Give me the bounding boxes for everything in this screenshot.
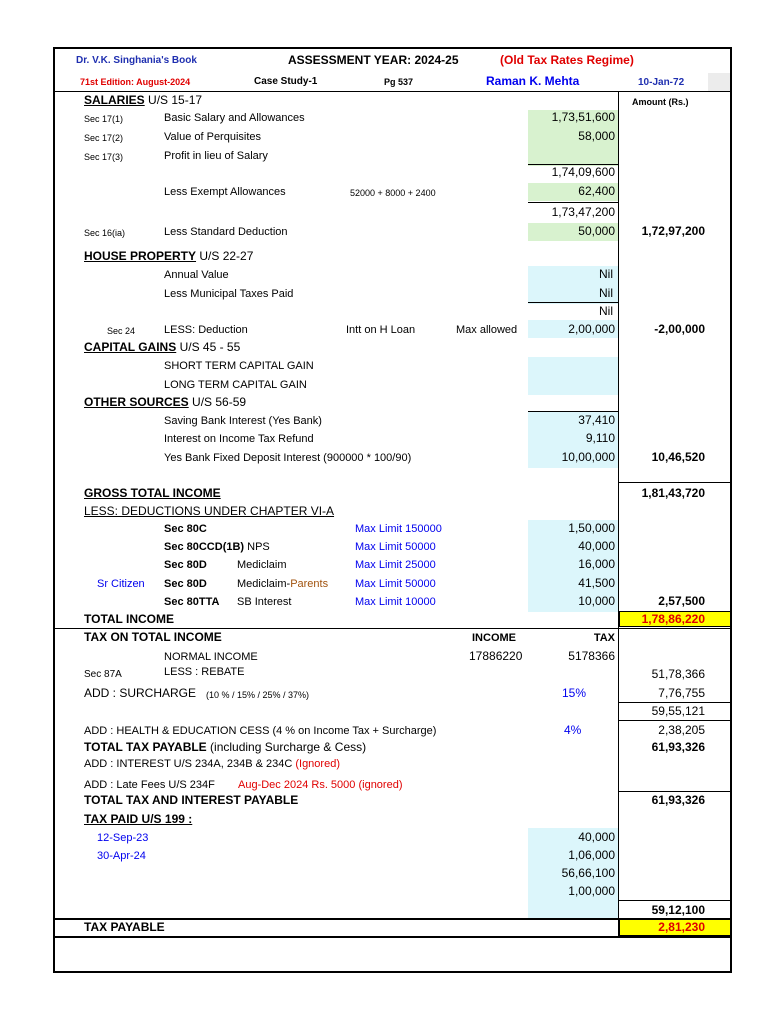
late-fees-label: ADD : Late Fees U/S 234F	[84, 779, 215, 791]
cess-rate: 4%	[564, 723, 582, 737]
tax-paid-heading: TAX PAID U/S 199 :	[84, 812, 193, 826]
cess-amount: 2,38,205	[658, 723, 705, 737]
salary-section-code: Sec 17(1)	[84, 114, 124, 124]
rebate-label: LESS : REBATE	[164, 666, 245, 678]
tax-paid-date: 30-Apr-24	[97, 850, 146, 862]
normal-income-label: NORMAL INCOME	[164, 651, 258, 663]
deduction-description: SB Interest	[237, 596, 292, 608]
rebate-section: Sec 87A	[84, 669, 122, 680]
rule	[619, 900, 730, 901]
surcharge-rate: 15%	[562, 686, 587, 700]
deductions-total: 2,57,500	[658, 594, 705, 608]
interest-ignored-note: (Ignored)	[295, 758, 340, 770]
rule	[528, 202, 618, 203]
exempt-allowances-label: Less Exempt Allowances	[164, 186, 286, 198]
total-tax-interest-label: TOTAL TAX AND INTEREST PAYABLE	[84, 793, 299, 807]
rule	[55, 91, 730, 92]
deduction-description-note: Parents	[290, 578, 329, 590]
municipal-tax-amount: Nil	[599, 286, 613, 300]
deduction-section: Sec 80C	[164, 523, 207, 535]
deduction-limit: Max Limit 50000	[355, 541, 436, 553]
deduction-row	[164, 540, 270, 554]
deductions-heading: LESS: DEDUCTIONS UNDER CHAPTER VI-A	[84, 504, 335, 518]
municipal-tax-label: Less Municipal Taxes Paid	[164, 288, 294, 300]
salary-description: Value of Perquisites	[164, 131, 262, 143]
house-deduction-section: Sec 24	[107, 326, 136, 336]
surcharge-rates-note: (10 % / 15% / 25% / 37%)	[206, 690, 310, 700]
salaries-heading	[84, 93, 202, 107]
regime-title: (Old Tax Rates Regime)	[500, 53, 634, 67]
deduction-limit: Max Limit 150000	[355, 523, 442, 535]
tax-amount: 51,78,366	[651, 667, 705, 681]
date-of-birth: 10-Jan-72	[638, 77, 685, 88]
rule	[619, 791, 730, 792]
tax-plus-surcharge: 59,55,121	[651, 704, 705, 718]
rule	[528, 302, 618, 303]
total-tax-payable-note: (including Surcharge & Cess)	[206, 740, 367, 754]
page-number: Pg 537	[384, 77, 414, 87]
capital-gains-heading-label: CAPITAL GAINS	[84, 340, 177, 354]
deduction-limit: Max Limit 50000	[355, 578, 436, 590]
deduction-section: Sec 80TTA	[164, 596, 220, 608]
total-income-amount: 1,78,86,220	[641, 612, 705, 626]
short-term-gain-label: SHORT TERM CAPITAL GAIN	[164, 360, 314, 372]
salary-section-code: Sec 17(3)	[84, 152, 124, 162]
gross-total-income-amount: 1,81,43,720	[641, 486, 705, 500]
deduction-amount: 10,000	[578, 594, 615, 608]
deduction-amount: 41,500	[578, 576, 615, 590]
deduction-amount: 1,50,000	[568, 521, 615, 535]
house-property-section: U/S 22-27	[196, 249, 254, 263]
total-tax-payable-amount: 61,93,326	[651, 740, 705, 754]
salary-subtotal-2: 1,73,47,200	[551, 205, 615, 219]
income-column-header: INCOME	[472, 632, 516, 644]
long-term-gain-label: LONG TERM CAPITAL GAIN	[164, 379, 307, 391]
salaries-heading-label: SALARIES	[84, 93, 145, 107]
case-study-label: Case Study-1	[254, 76, 318, 87]
other-source-description: Yes Bank Fixed Deposit Interest (900000 * 100/90)	[164, 452, 412, 464]
amount-column-rule	[618, 91, 619, 937]
salary-amount: 1,73,51,600	[551, 110, 615, 124]
capital-input-cells	[528, 357, 618, 395]
tax-paid-amount: 56,66,100	[561, 866, 615, 880]
normal-income-value: 17886220	[469, 649, 523, 663]
deduction-description	[237, 577, 328, 591]
deduction-limit: Max Limit 10000	[355, 596, 436, 608]
senior-citizen-label: Sr Citizen	[97, 578, 145, 590]
assessee-name: Raman K. Mehta	[486, 74, 580, 88]
total-tax-interest-amount: 61,93,326	[651, 793, 705, 807]
deduction-section-note: NPS	[244, 541, 270, 553]
gross-total-income-label: GROSS TOTAL INCOME	[84, 486, 221, 500]
surcharge-amount: 7,76,755	[658, 686, 705, 700]
salary-description: Basic Salary and Allowances	[164, 112, 305, 124]
normal-income-tax: 5178366	[568, 649, 615, 663]
tax-paid-date: 12-Sep-23	[97, 832, 149, 844]
house-net-amount: Nil	[599, 304, 613, 318]
salaries-total: 1,72,97,200	[641, 224, 705, 238]
interest-label	[84, 757, 340, 771]
rule	[528, 411, 618, 412]
total-tax-payable-label	[84, 740, 366, 754]
dob-cell-bg	[708, 73, 730, 91]
amount-column-header: Amount (Rs.)	[632, 97, 689, 107]
other-source-amount: 9,110	[585, 431, 615, 445]
tax-column-header: TAX	[593, 632, 615, 644]
annual-value-label: Annual Value	[164, 269, 229, 281]
book-title: Dr. V.K. Singhania's Book	[76, 55, 197, 66]
capital-gains-heading	[84, 340, 240, 354]
std-deduction-label: Less Standard Deduction	[164, 226, 288, 238]
house-property-heading-label: HOUSE PROPERTY	[84, 249, 197, 263]
std-deduction-section: Sec 16(ia)	[84, 228, 126, 238]
other-sources-total: 10,46,520	[651, 450, 705, 464]
salaries-section: U/S 15-17	[144, 93, 203, 107]
other-source-description: Saving Bank Interest (Yes Bank)	[164, 415, 322, 427]
total-tax-payable-title: TOTAL TAX PAYABLE	[84, 740, 207, 754]
cess-label: ADD : HEALTH & EDUCATION CESS (4 % on Income Tax + Surcharge)	[84, 725, 437, 737]
deduction-row	[164, 522, 207, 536]
salary-description: Profit in lieu of Salary	[164, 150, 268, 162]
tax-payable-amount: 2,81,230	[658, 920, 705, 934]
house-deduction-label: LESS: Deduction	[164, 324, 248, 336]
exempt-allowances-amount: 62,400	[578, 184, 615, 198]
other-source-amount: 10,00,000	[561, 450, 615, 464]
deduction-limit: Max Limit 25000	[355, 559, 436, 571]
std-deduction-amount: 50,000	[578, 224, 615, 238]
rule	[55, 936, 730, 938]
tax-on-total-income-label: TAX ON TOTAL INCOME	[84, 630, 222, 644]
max-allowed-note: Max allowed	[456, 324, 518, 336]
house-property-total: -2,00,000	[654, 322, 705, 336]
house-loan-interest-note: Intt on H Loan	[346, 324, 416, 336]
surcharge-label: ADD : SURCHARGE	[84, 686, 197, 700]
tax-payable-label: TAX PAYABLE	[84, 920, 165, 934]
other-sources-heading	[84, 395, 246, 409]
annual-value-amount: Nil	[599, 267, 613, 281]
assessment-year-title: ASSESSMENT YEAR: 2024-25	[288, 53, 459, 67]
tax-paid-total: 59,12,100	[651, 903, 705, 917]
total-income-label: TOTAL INCOME	[84, 612, 174, 626]
tax-paid-amount: 40,000	[578, 830, 615, 844]
other-source-description: Interest on Income Tax Refund	[164, 433, 314, 445]
deduction-description-text: Mediclaim-	[237, 578, 291, 590]
late-fees-note: Aug-Dec 2024 Rs. 5000 (ignored)	[238, 779, 403, 791]
deduction-amount: 40,000	[578, 539, 615, 553]
deduction-section: Sec 80CCD(1B)	[164, 541, 245, 553]
rule	[619, 482, 730, 483]
other-sources-heading-label: OTHER SOURCES	[84, 395, 189, 409]
deduction-section: Sec 80D	[164, 578, 207, 590]
deduction-amount: 16,000	[578, 557, 615, 571]
salary-subtotal: 1,74,09,600	[551, 165, 615, 179]
tax-paid-amount: 1,06,000	[568, 848, 615, 862]
exempt-allowances-formula: 52000 + 8000 + 2400	[350, 188, 436, 198]
rule	[619, 702, 730, 703]
other-sources-section: U/S 56-59	[188, 395, 247, 409]
salary-section-code: Sec 17(2)	[84, 133, 124, 143]
tax-paid-amount: 1,00,000	[568, 884, 615, 898]
deduction-description: Mediclaim	[237, 559, 287, 571]
rule	[55, 628, 730, 629]
edition-label: 71st Edition: August-2024	[80, 77, 191, 87]
deduction-section: Sec 80D	[164, 559, 207, 571]
other-source-amount: 37,410	[578, 413, 615, 427]
house-property-heading	[84, 249, 253, 263]
house-deduction-amount: 2,00,000	[568, 322, 615, 336]
salary-amount: 58,000	[578, 129, 615, 143]
capital-gains-section: U/S 45 - 55	[176, 340, 241, 354]
interest-label-text: ADD : INTEREST U/S 234A, 234B & 234C	[84, 758, 296, 770]
rule	[619, 720, 730, 721]
